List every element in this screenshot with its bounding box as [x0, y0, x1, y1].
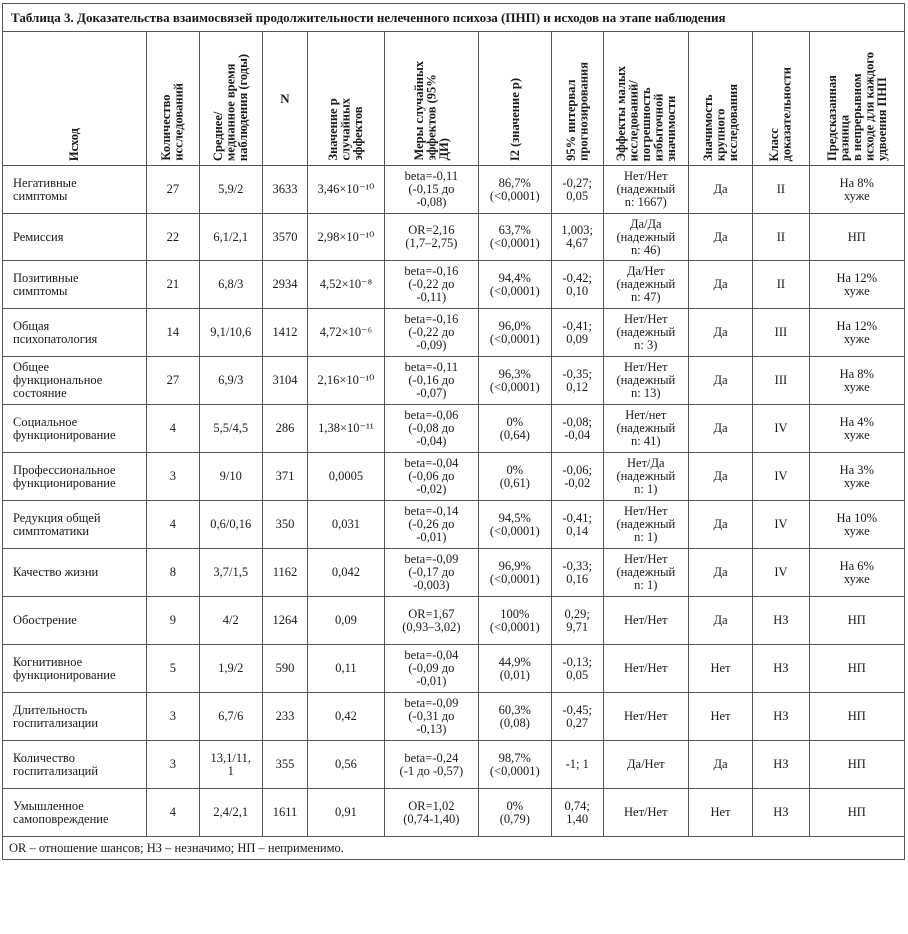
small-effects-cell: Нет/нет (надежный n: 41): [603, 405, 688, 453]
n-studies-cell: 27: [147, 357, 199, 405]
n-studies-cell: 4: [147, 789, 199, 837]
p-value-cell: 0,42: [308, 693, 385, 741]
large-study-cell: Да: [688, 597, 752, 645]
predicted-cell: На 4% хуже: [809, 405, 904, 453]
p-value-cell: 2,16×10⁻¹⁰: [308, 357, 385, 405]
pi-cell: -0,27; 0,05: [551, 166, 603, 214]
small-effects-cell: Нет/Нет (надежный n: 3): [603, 309, 688, 357]
large-study-cell: Да: [688, 309, 752, 357]
header-n: N: [262, 32, 307, 166]
small-effects-cell: Нет/Нет (надежный n: 1): [603, 501, 688, 549]
table-title: Таблица 3. Доказательства взаимосвязей продолжительности нелеченного психоза (ПНП) и исходов на этапе наблюдения: [3, 4, 905, 32]
table-footnote: OR – отношение шансов; НЗ – незначимо; НП – неприменимо.: [3, 837, 905, 860]
followup-cell: 6,1/2,1: [199, 214, 262, 261]
table-row: [3, 645, 905, 693]
outcome-cell: Ремиссия: [3, 214, 147, 261]
followup-cell: 9,1/10,6: [199, 309, 262, 357]
p-value-cell: 4,72×10⁻⁶: [308, 309, 385, 357]
table-row: [3, 789, 905, 837]
pi-cell: -0,33; 0,16: [551, 549, 603, 597]
p-value-cell: 3,46×10⁻¹⁰: [308, 166, 385, 214]
outcome-cell: Общая психопатология: [3, 309, 147, 357]
predicted-cell: НП: [809, 597, 904, 645]
table-row: [3, 309, 905, 357]
followup-cell: 6,9/3: [199, 357, 262, 405]
pi-cell: -0,41; 0,09: [551, 309, 603, 357]
effect-cell: beta=-0,06 (-0,08 до -0,04): [384, 405, 478, 453]
evidence-class-cell: II: [753, 261, 809, 309]
small-effects-cell: Нет/Нет: [603, 789, 688, 837]
p-value-cell: 0,0005: [308, 453, 385, 501]
n-cell: 1264: [262, 597, 307, 645]
n-cell: 350: [262, 501, 307, 549]
effect-cell: OR=1,67 (0,93–3,02): [384, 597, 478, 645]
table-row: [3, 501, 905, 549]
small-effects-cell: Да/Да (надежный n: 46): [603, 214, 688, 261]
small-effects-cell: Нет/Да (надежный n: 1): [603, 453, 688, 501]
followup-cell: 9/10: [199, 453, 262, 501]
n-cell: 3104: [262, 357, 307, 405]
i2-cell: 98,7% (<0,0001): [478, 741, 551, 789]
pi-cell: -0,08; -0,04: [551, 405, 603, 453]
n-cell: 355: [262, 741, 307, 789]
followup-cell: 0,6/0,16: [199, 501, 262, 549]
outcome-cell: Умышленное самоповреждение: [3, 789, 147, 837]
large-study-cell: Да: [688, 741, 752, 789]
pi-cell: -0,35; 0,12: [551, 357, 603, 405]
table-row: [3, 693, 905, 741]
n-cell: 3570: [262, 214, 307, 261]
header-followup: Среднее/ медианное время наблюдения (годы): [199, 32, 262, 166]
predicted-cell: На 8% хуже: [809, 357, 904, 405]
header-pi: 95% интервал прогнозирования: [551, 32, 603, 166]
outcome-cell: Позитивные симптомы: [3, 261, 147, 309]
effect-cell: OR=1,02 (0,74-1,40): [384, 789, 478, 837]
n-studies-cell: 14: [147, 309, 199, 357]
effect-cell: beta=-0,16 (-0,22 до -0,11): [384, 261, 478, 309]
p-value-cell: 2,98×10⁻¹⁰: [308, 214, 385, 261]
i2-cell: 94,4% (<0,0001): [478, 261, 551, 309]
table-row: [3, 741, 905, 789]
outcome-cell: Качество жизни: [3, 549, 147, 597]
predicted-cell: На 12% хуже: [809, 309, 904, 357]
n-cell: 1611: [262, 789, 307, 837]
predicted-cell: НП: [809, 214, 904, 261]
predicted-cell: На 10% хуже: [809, 501, 904, 549]
p-value-cell: 0,09: [308, 597, 385, 645]
table-row: [3, 261, 905, 309]
small-effects-cell: Нет/Нет: [603, 645, 688, 693]
table-body: [3, 166, 905, 837]
header-small-effects: Эффекты малых исследований/ погрешность избыточной значимости: [603, 32, 688, 166]
large-study-cell: Да: [688, 501, 752, 549]
small-effects-cell: Да/Нет (надежный n: 47): [603, 261, 688, 309]
p-value-cell: 0,11: [308, 645, 385, 693]
i2-cell: 86,7% (<0,0001): [478, 166, 551, 214]
effect-cell: beta=-0,09 (-0,17 до -0,003): [384, 549, 478, 597]
header-i2: I2 (значение p): [478, 32, 551, 166]
evidence-class-cell: II: [753, 214, 809, 261]
effect-cell: beta=-0,04 (-0,09 до -0,01): [384, 645, 478, 693]
effect-cell: beta=-0,04 (-0,06 до -0,02): [384, 453, 478, 501]
i2-cell: 0% (0,61): [478, 453, 551, 501]
small-effects-cell: Нет/Нет (надежный n: 1667): [603, 166, 688, 214]
i2-cell: 96,3% (<0,0001): [478, 357, 551, 405]
predicted-cell: НП: [809, 741, 904, 789]
n-studies-cell: 4: [147, 405, 199, 453]
i2-cell: 100% (<0,0001): [478, 597, 551, 645]
header-n-studies: Количество исследований: [147, 32, 199, 166]
pi-cell: -0,42; 0,10: [551, 261, 603, 309]
large-study-cell: Да: [688, 214, 752, 261]
effect-cell: beta=-0,11 (-0,15 до -0,08): [384, 166, 478, 214]
pi-cell: -0,45; 0,27: [551, 693, 603, 741]
pi-cell: -0,13; 0,05: [551, 645, 603, 693]
large-study-cell: Нет: [688, 645, 752, 693]
n-cell: 1412: [262, 309, 307, 357]
outcome-cell: Социальное функционирование: [3, 405, 147, 453]
followup-cell: 6,7/6: [199, 693, 262, 741]
table-row: [3, 453, 905, 501]
n-studies-cell: 5: [147, 645, 199, 693]
p-value-cell: 0,031: [308, 501, 385, 549]
outcome-cell: Количество госпитализаций: [3, 741, 147, 789]
n-cell: 3633: [262, 166, 307, 214]
predicted-cell: На 3% хуже: [809, 453, 904, 501]
evidence-class-cell: II: [753, 166, 809, 214]
pi-cell: 0,29; 9,71: [551, 597, 603, 645]
evidence-class-cell: III: [753, 309, 809, 357]
header-outcome: Исход: [3, 32, 147, 166]
small-effects-cell: Нет/Нет: [603, 597, 688, 645]
evidence-class-cell: НЗ: [753, 789, 809, 837]
small-effects-cell: Нет/Нет (надежный n: 13): [603, 357, 688, 405]
pi-cell: 1,003; 4,67: [551, 214, 603, 261]
outcome-cell: Обострение: [3, 597, 147, 645]
table-row: [3, 214, 905, 261]
n-cell: 2934: [262, 261, 307, 309]
table-row: [3, 357, 905, 405]
followup-cell: 2,4/2,1: [199, 789, 262, 837]
large-study-cell: Нет: [688, 693, 752, 741]
n-studies-cell: 3: [147, 453, 199, 501]
followup-cell: 13,1/11, 1: [199, 741, 262, 789]
evidence-table: [2, 3, 905, 860]
n-cell: 233: [262, 693, 307, 741]
n-cell: 1162: [262, 549, 307, 597]
evidence-class-cell: III: [753, 357, 809, 405]
n-cell: 590: [262, 645, 307, 693]
effect-cell: OR=2,16 (1,7–2,75): [384, 214, 478, 261]
p-value-cell: 4,52×10⁻⁸: [308, 261, 385, 309]
followup-cell: 5,5/4,5: [199, 405, 262, 453]
pi-cell: -0,41; 0,14: [551, 501, 603, 549]
header-large-study: Значимость крупного исследования: [688, 32, 752, 166]
n-studies-cell: 22: [147, 214, 199, 261]
outcome-cell: Длительность госпитализации: [3, 693, 147, 741]
predicted-cell: НП: [809, 693, 904, 741]
predicted-cell: НП: [809, 789, 904, 837]
followup-cell: 3,7/1,5: [199, 549, 262, 597]
i2-cell: 0% (0,64): [478, 405, 551, 453]
table-row: [3, 166, 905, 214]
outcome-cell: Когнитивное функционирование: [3, 645, 147, 693]
outcome-cell: Негативные симптомы: [3, 166, 147, 214]
i2-cell: 63,7% (<0,0001): [478, 214, 551, 261]
effect-cell: beta=-0,09 (-0,31 до -0,13): [384, 693, 478, 741]
evidence-class-cell: НЗ: [753, 645, 809, 693]
table-row: [3, 549, 905, 597]
large-study-cell: Да: [688, 261, 752, 309]
effect-cell: beta=-0,11 (-0,16 до -0,07): [384, 357, 478, 405]
header-evidence-class: Класс доказательности: [753, 32, 809, 166]
effect-cell: beta=-0,24 (-1 до -0,57): [384, 741, 478, 789]
large-study-cell: Да: [688, 405, 752, 453]
header-row: [3, 32, 905, 166]
evidence-class-cell: НЗ: [753, 597, 809, 645]
predicted-cell: На 8% хуже: [809, 166, 904, 214]
followup-cell: 6,8/3: [199, 261, 262, 309]
evidence-class-cell: IV: [753, 405, 809, 453]
p-value-cell: 0,91: [308, 789, 385, 837]
small-effects-cell: Нет/Нет: [603, 693, 688, 741]
table-row: [3, 597, 905, 645]
large-study-cell: Нет: [688, 789, 752, 837]
p-value-cell: 1,38×10⁻¹¹: [308, 405, 385, 453]
header-predicted: Предсказанная разница в непрерывном исходе для каждого удвоения ПНП: [809, 32, 904, 166]
n-studies-cell: 4: [147, 501, 199, 549]
n-studies-cell: 3: [147, 693, 199, 741]
effect-cell: beta=-0,16 (-0,22 до -0,09): [384, 309, 478, 357]
pi-cell: -0,06; -0,02: [551, 453, 603, 501]
large-study-cell: Да: [688, 357, 752, 405]
evidence-class-cell: НЗ: [753, 693, 809, 741]
n-studies-cell: 27: [147, 166, 199, 214]
n-cell: 371: [262, 453, 307, 501]
evidence-class-cell: IV: [753, 453, 809, 501]
outcome-cell: Редукция общей симптоматики: [3, 501, 147, 549]
followup-cell: 1,9/2: [199, 645, 262, 693]
pi-cell: -1; 1: [551, 741, 603, 789]
followup-cell: 4/2: [199, 597, 262, 645]
evidence-class-cell: IV: [753, 501, 809, 549]
n-studies-cell: 21: [147, 261, 199, 309]
effect-cell: beta=-0,14 (-0,26 до -0,01): [384, 501, 478, 549]
p-value-cell: 0,042: [308, 549, 385, 597]
i2-cell: 44,9% (0,01): [478, 645, 551, 693]
table-row: [3, 405, 905, 453]
evidence-class-cell: НЗ: [753, 741, 809, 789]
n-studies-cell: 3: [147, 741, 199, 789]
table-container: [2, 3, 905, 860]
large-study-cell: Да: [688, 166, 752, 214]
p-value-cell: 0,56: [308, 741, 385, 789]
i2-cell: 60,3% (0,08): [478, 693, 551, 741]
predicted-cell: На 6% хуже: [809, 549, 904, 597]
pi-cell: 0,74; 1,40: [551, 789, 603, 837]
followup-cell: 5,9/2: [199, 166, 262, 214]
small-effects-cell: Нет/Нет (надежный n: 1): [603, 549, 688, 597]
predicted-cell: НП: [809, 645, 904, 693]
i2-cell: 94,5% (<0,0001): [478, 501, 551, 549]
header-effect: Меры случайных эффектов (95% ДИ): [384, 32, 478, 166]
n-studies-cell: 8: [147, 549, 199, 597]
predicted-cell: На 12% хуже: [809, 261, 904, 309]
i2-cell: 96,9% (<0,0001): [478, 549, 551, 597]
large-study-cell: Да: [688, 549, 752, 597]
small-effects-cell: Да/Нет: [603, 741, 688, 789]
n-studies-cell: 9: [147, 597, 199, 645]
i2-cell: 96,0% (<0,0001): [478, 309, 551, 357]
i2-cell: 0% (0,79): [478, 789, 551, 837]
outcome-cell: Общее функциональное состояние: [3, 357, 147, 405]
header-p-random: Значение p случайных эффектов: [308, 32, 385, 166]
n-cell: 286: [262, 405, 307, 453]
outcome-cell: Профессиональное функционирование: [3, 453, 147, 501]
large-study-cell: Да: [688, 453, 752, 501]
evidence-class-cell: IV: [753, 549, 809, 597]
